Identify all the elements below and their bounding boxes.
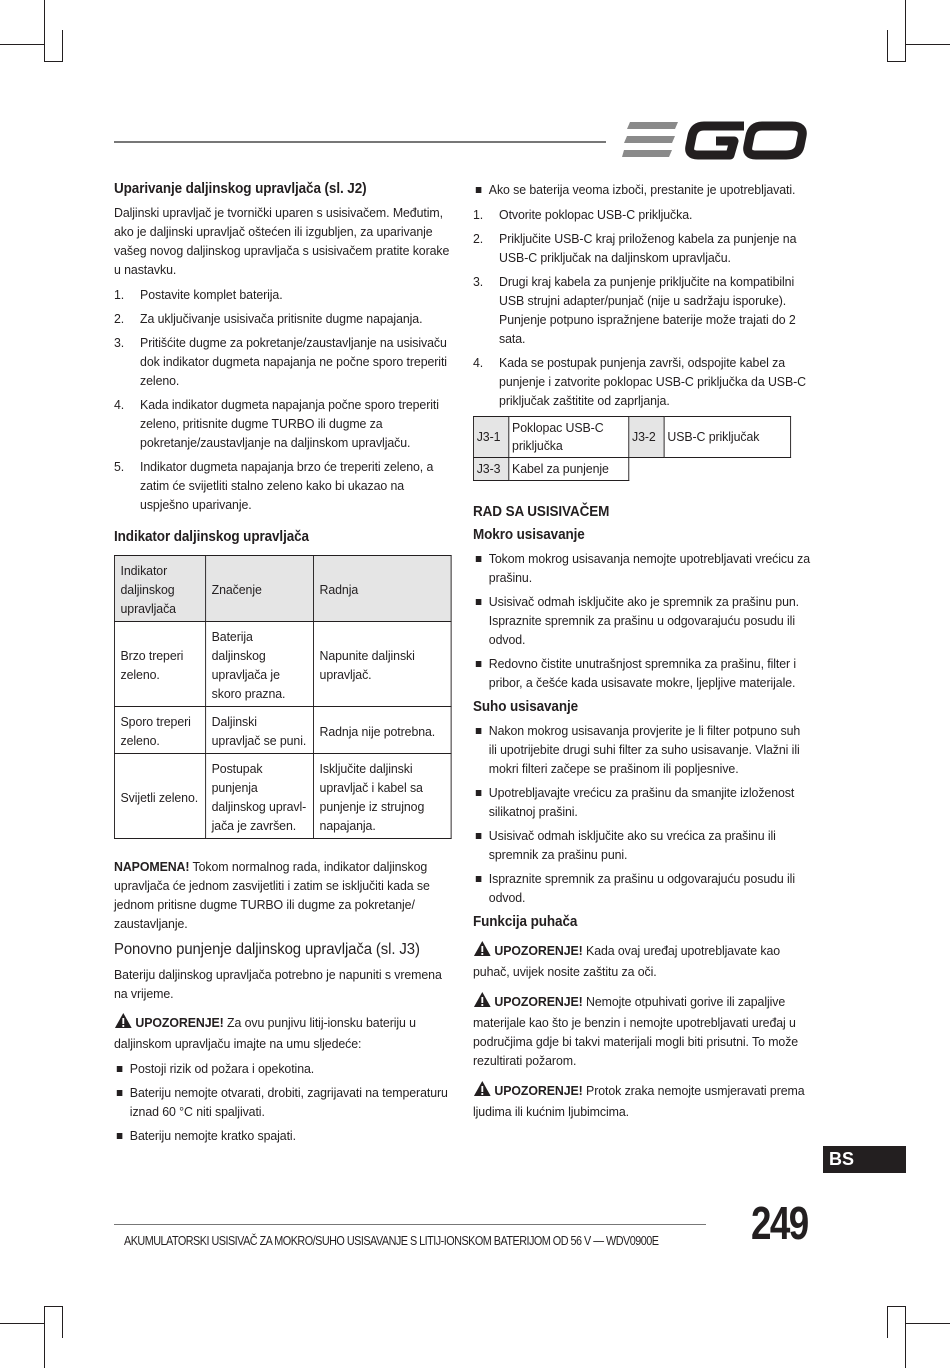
- table-header-cell: Značenje: [206, 556, 314, 622]
- bullet-icon: [117, 1133, 123, 1139]
- bullet-icon: [117, 1066, 123, 1072]
- footer-text: AKUMULATORSKI USISIVAČ ZA MOKRO/SUHO USISAVANJE S LITIJ-IONSKOM BATERIJOM OD 56 V — WDV0900E: [124, 1234, 659, 1248]
- warning-text: Nemojte otpuhivati gorive ili zapaljive materijale kao što je benzin i nemojte upotrebljavati uređaj u područjima gdje bi takvi materijali mogli biti prisutni. To može rezultirati požarom.: [473, 994, 799, 1068]
- list-item: [114, 1059, 452, 1078]
- bullet-icon: [476, 790, 482, 796]
- recharge-heading: Ponovno punjenje daljinskog upravljača (sl. J3): [114, 941, 420, 958]
- dry-heading: Suho usisavanje: [473, 699, 579, 715]
- table-row: [114, 754, 451, 839]
- crop-mark: [887, 30, 888, 62]
- table-cell: Postupak punjenja daljinskog upravl-jača je završen.: [206, 754, 314, 839]
- header-rule: [114, 141, 606, 143]
- crop-mark: [887, 1306, 906, 1307]
- bullet-text: Usisivač odmah isključite ako je spremnik za prašinu pun. Ispraznite spremnik za prašinu u odgovarajuću posudu ili odvod.: [488, 594, 799, 647]
- note-label: NAPOMENA!: [114, 859, 190, 874]
- table-cell: Sporo treperi zeleno.: [114, 707, 205, 754]
- step-text: Indikator dugmeta napajanja brzo će treperiti zeleno, a zatim će svijetliti stalno zeleno kako bi ukazao na uspješno uparivanje.: [140, 459, 434, 512]
- table-header-row: [114, 556, 451, 622]
- crop-mark: [44, 61, 63, 62]
- warning-icon: [473, 1080, 492, 1102]
- warning-icon: [114, 1012, 133, 1034]
- indicator-table: [114, 555, 452, 839]
- warning-paragraph: [473, 1080, 811, 1121]
- list-item: [473, 826, 811, 864]
- bullet-text: Postoji rizik od požara i opekotina.: [129, 1061, 315, 1076]
- step-text: Postavite komplet baterija.: [140, 287, 283, 302]
- bullet-icon: [476, 728, 482, 734]
- crop-mark: [0, 44, 44, 45]
- list-item: [114, 309, 452, 328]
- step-number: 4.: [473, 355, 484, 370]
- table-cell: Napunite daljinski upravljač.: [313, 622, 451, 707]
- table-row: [473, 417, 790, 458]
- list-item: [473, 549, 811, 587]
- bullet-text: Usisivač odmah isključite ako su vrećica za prašinu ili spremnik za prašinu puni.: [488, 828, 776, 862]
- step-number: 2.: [473, 231, 484, 246]
- table-row: [114, 707, 451, 754]
- warning-label: UPOZORENJE!: [135, 1015, 224, 1030]
- crop-mark: [906, 44, 950, 45]
- warning-paragraph: [473, 991, 811, 1070]
- list-item: [114, 395, 452, 452]
- step-number: 2.: [114, 311, 125, 326]
- warning-label: UPOZORENJE!: [494, 943, 583, 958]
- step-number: 1.: [473, 207, 484, 222]
- table-header-cell: Indikator daljinskog upravljača: [114, 556, 205, 622]
- step-number: 1.: [114, 287, 125, 302]
- table-header-cell: Radnja: [313, 556, 451, 622]
- crop-mark: [906, 1323, 950, 1324]
- list-item: [473, 592, 811, 649]
- crop-mark: [887, 1306, 888, 1338]
- bullet-text: Tokom mokrog usisavanja nemojte upotrebljavati vrećicu za prašinu.: [488, 551, 810, 585]
- charging-steps: [473, 205, 811, 410]
- pairing-heading: Uparivanje daljinskog upravljača (sl. J2): [114, 181, 367, 197]
- step-text: Za uključivanje usisivača pritisnite dugme napajanja.: [140, 311, 423, 326]
- bullet-text: Bateriju nemojte otvarati, drobiti, zagrijavati na temperaturu iznad 60 °C niti spaljivati.: [129, 1085, 448, 1119]
- warning-text: Kada ovaj uređaj upotrebljavate kao puhač, uvijek nosite zaštitu za oči.: [473, 943, 781, 979]
- list-item: [473, 180, 811, 199]
- bullet-icon: [476, 599, 482, 605]
- step-text: Drugi kraj kabela za punjenje priključite na kompatibilni USB strujni adapter/punjač (nije u sadržaju isporuke). Punjenje potpuno ispražnjene baterije može trajati do 2 sata.: [499, 274, 796, 346]
- bullet-icon: [476, 187, 482, 193]
- bullet-icon: [476, 556, 482, 562]
- crop-mark: [44, 0, 45, 62]
- blower-heading: Funkcija puhača: [473, 914, 578, 930]
- wet-heading: Mokro usisavanje: [473, 527, 585, 543]
- step-text: Otvorite poklopac USB-C priključka.: [499, 207, 693, 222]
- crop-mark: [905, 1306, 906, 1368]
- footer-rule: [114, 1224, 706, 1225]
- bullet-text: Bateriju nemojte kratko spajati.: [129, 1128, 296, 1143]
- step-number: 3.: [114, 335, 125, 350]
- warning-paragraph: [473, 940, 811, 981]
- list-item: [473, 272, 811, 348]
- warning-label: UPOZORENJE!: [494, 1083, 583, 1098]
- empty-cell: [664, 458, 790, 481]
- table-cell: Svijetli zeleno.: [114, 754, 205, 839]
- warning-text: Protok zraka nemojte usmjeravati prema ljudima ili kućnim ljubimcima.: [473, 1083, 805, 1119]
- list-item: [473, 783, 811, 821]
- part-label: J3-3: [473, 458, 508, 481]
- list-item: [114, 457, 452, 514]
- pairing-steps: [114, 285, 452, 514]
- warning-paragraph: [114, 1012, 452, 1053]
- part-label: J3-1: [473, 417, 508, 458]
- step-text: Kada se postupak punjenja završi, odspojite kabel za punjenje i zatvorite poklopac USB-C priključka da USB-C priključak zaštitite od zaprljanja.: [499, 355, 806, 408]
- table-cell: Radnja nije potrebna.: [313, 707, 451, 754]
- crop-mark: [62, 1306, 63, 1338]
- crop-mark: [44, 1306, 45, 1368]
- list-item: [473, 353, 811, 410]
- crop-mark: [62, 30, 63, 62]
- j3-parts-table: [473, 416, 791, 481]
- part-name: Poklopac USB-C priključka: [509, 417, 629, 458]
- ego-logo: [622, 118, 810, 167]
- list-item: [114, 333, 452, 390]
- bullet-icon: [476, 661, 482, 667]
- step-text: Kada indikator dugmeta napajanja počne sporo treperiti zeleno, pritisnite dugme TURBO ili dugme za pokretanje/zaustavljanje na daljinskom upravljaču.: [140, 397, 439, 450]
- list-item: [473, 205, 811, 224]
- list-item: [114, 285, 452, 304]
- recharge-intro: Bateriju daljinskog upravljača potrebno je napuniti s vremena na vrijeme.: [114, 967, 442, 1001]
- right-column: [473, 180, 811, 1127]
- note-text: Tokom normalnog rada, indikator daljinskog upravljača će jednom zasvijetliti i zatim se isključiti kada se jednom pritisne dugme TURBO ili dugme za pokretanje/ zaustavljanje.: [114, 859, 430, 931]
- language-tab: BS: [823, 1146, 906, 1173]
- warning-bullets: [114, 1059, 452, 1145]
- list-item: [114, 1083, 452, 1121]
- pairing-intro: Daljinski upravljač je tvornički uparen s usisivačem. Međutim, ako je daljinski upravljač oštećen ili izgubljen, za uparivanje vašeg novog daljinskog upravljača s usisivačem pratite korake u nastavku.: [114, 205, 450, 277]
- table-row: [473, 458, 790, 481]
- step-number: 5.: [114, 459, 125, 474]
- wet-bullets: [473, 549, 811, 692]
- list-item: [473, 229, 811, 267]
- bullet-text: Ako se baterija veoma izboči, prestanite je upotrebljavati.: [488, 182, 796, 197]
- list-item: [473, 721, 811, 778]
- bullet-icon: [476, 876, 482, 882]
- crop-mark: [44, 1306, 63, 1307]
- step-number: 3.: [473, 274, 484, 289]
- table-cell: Baterija daljinskog upravljača je skoro prazna.: [206, 622, 314, 707]
- operation-heading: RAD SA USISIVAČEM: [473, 504, 610, 520]
- step-text: Pritišćite dugme za pokretanje/zaustavljanje na usisivaču dok indikator dugmeta napajanja ne počne sporo treperiti zeleno.: [140, 335, 447, 388]
- crop-mark: [887, 61, 906, 62]
- bullet-icon: [476, 833, 482, 839]
- table-cell: Daljinski upravljač se puni.: [206, 707, 314, 754]
- part-label: J3-2: [629, 417, 664, 458]
- part-name: Kabel za punjenje: [509, 458, 629, 481]
- bullet-text: Upotrebljavajte vrećicu za prašinu da smanjite izloženost silikatnoj prašini.: [488, 785, 795, 819]
- warning-text: Za ovu punjivu litij-ionsku bateriju u daljinskom upravljaču imajte na umu sljedeće:: [114, 1015, 416, 1051]
- left-column: [114, 180, 452, 1151]
- table-row: [114, 622, 451, 707]
- page-number: 249: [751, 1197, 808, 1249]
- bullet-icon: [117, 1090, 123, 1096]
- table-cell: Brzo treperi zeleno.: [114, 622, 205, 707]
- warning-label: UPOZORENJE!: [494, 994, 583, 1009]
- list-item: [473, 869, 811, 907]
- crop-mark: [905, 0, 906, 62]
- bullet-text: Nakon mokrog usisavanja provjerite je li filter potpuno suh ili upotrijebite drugi suhi filter za suho usisavanje. Vlažni ili mokri filteri začepe se prašinom ili popljesnive.: [488, 723, 801, 776]
- indicator-heading: Indikator daljinskog upravljača: [114, 529, 309, 545]
- warning-icon: [473, 991, 492, 1013]
- dry-bullets: [473, 721, 811, 907]
- bullet-text: Redovno čistite unutrašnjost spremnika za prašinu, filter i pribor, a češće kada usisavate mokre, ljepljive materijale.: [488, 656, 797, 690]
- step-number: 4.: [114, 397, 125, 412]
- crop-mark: [0, 1323, 44, 1324]
- step-text: Priključite USB-C kraj priloženog kabela za punjenje na USB-C priključak na daljinskom upravljaču.: [499, 231, 797, 265]
- table-cell: Isključite daljinski upravljač i kabel sa punjenje iz strujnog napajanja.: [313, 754, 451, 839]
- warning-icon: [473, 940, 492, 962]
- top-bullet: [473, 180, 811, 199]
- bullet-text: Ispraznite spremnik za prašinu u odgovarajuću posudu ili odvod.: [488, 871, 795, 905]
- part-name: USB-C priključak: [664, 417, 790, 458]
- empty-cell: [629, 458, 664, 481]
- note-paragraph: [114, 857, 452, 933]
- list-item: [473, 654, 811, 692]
- list-item: [114, 1126, 452, 1145]
